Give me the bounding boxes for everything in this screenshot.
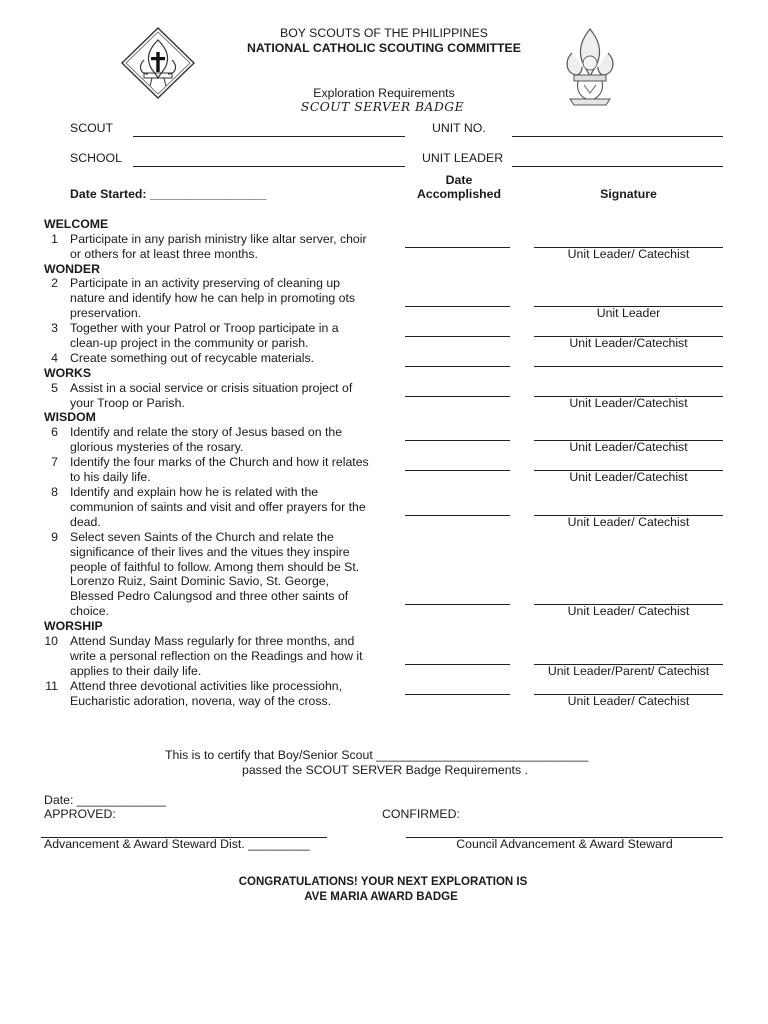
signature-col-header: Signature [600,187,657,201]
date-line[interactable] [405,470,510,471]
unit-no-line[interactable] [512,136,723,137]
date-line[interactable] [405,440,510,441]
date-line[interactable] [405,694,510,695]
date-line[interactable] [405,604,510,605]
unit-leader-label: UNIT LEADER [422,151,504,165]
signer-label: Unit Leader/Catechist [569,396,688,410]
date-line[interactable] [405,366,510,367]
req-number: 5 [51,381,58,395]
req-text: Participate in an activity preserving of cleaning up nature and identify how he can help in promoting ots preservation. [70,276,356,320]
req-text: Together with your Patrol or Troop participate in a clean-up project in the community or parish. [70,321,339,350]
section-wonder: WONDER [44,262,101,276]
req-number: 9 [51,530,58,544]
steward-dist-label[interactable]: Advancement & Award Steward Dist. _________ [44,837,310,851]
req-text: Identify and relate the story of Jesus based on the glorious mysteries of the rosary. [70,425,343,454]
committee-name: NATIONAL CATHOLIC SCOUTING COMMITTEE [247,41,521,55]
req-number: 1 [51,232,58,246]
signer-label: Unit Leader/Parent/ Catechist [547,664,710,678]
signer-label: Unit Leader/ Catechist [567,694,690,708]
date-line[interactable] [405,396,510,397]
req-number: 4 [51,351,58,365]
req-text: Assist in a social service or crisis situation project of your Troop or Parish. [70,381,353,410]
signer-label: Unit Leader/ Catechist [567,604,690,618]
signer-label: Unit Leader/ Catechist [567,515,690,529]
section-welcome: WELCOME [44,217,109,231]
unit-no-label: UNIT NO. [432,121,486,135]
req-text: Attend Sunday Mass regularly for three months, and write a personal reflection on the Readings and how it applies to their daily life. [70,634,363,678]
scout-line[interactable] [133,136,405,137]
req-number: 3 [51,321,58,335]
date-field[interactable]: Date: _____________ [44,793,166,807]
req-text: Create something out of recycable materials. [70,351,315,365]
date-line[interactable] [405,306,510,307]
req-number: 11 [45,679,58,693]
signature-line[interactable] [534,366,723,367]
signer-label: Unit Leader [596,306,661,320]
date-line[interactable] [405,247,510,248]
section-works: WORKS [44,366,92,380]
form-subtitle: Exploration Requirements [313,86,455,100]
approved-label: APPROVED: [44,807,116,821]
school-line[interactable] [133,166,405,167]
signer-label: Unit Leader/Catechist [569,440,688,454]
section-worship: WORSHIP [44,619,103,633]
signer-label: Unit Leader/ Catechist [567,247,690,261]
req-text: Attend three devotional activities like processiohn, Eucharistic adoration, novena, way of the cross. [70,679,343,708]
date-started-field[interactable]: Date Started: _________________ [70,187,267,201]
req-text: Identify the four marks of the Church and how it relates to his daily life. [70,455,369,484]
signer-label: Unit Leader/Catechist [569,470,688,484]
confirmed-label: CONFIRMED: [382,807,460,821]
req-number: 10 [44,634,58,648]
req-text: Participate in any parish ministry like altar server, choir or others for at least three months. [70,232,367,261]
certify-line-1[interactable]: This is to certify that Boy/Senior Scout _______________________________ [165,748,589,762]
req-text: Select seven Saints of the Church and relate the significance of their lives and the vitues they inspire people of faithful to follow. Among them should be St. Lorenzo Ruiz, Saint Dominic Savio, St. George, Blessed Pedro Calungsod and three other saints of choice. [70,530,360,618]
council-steward-label: Council Advancement & Award Steward [456,837,673,851]
date-col-header-1: Date [445,173,473,187]
org-name: BOY SCOUTS OF THE PHILIPPINES [280,26,488,40]
date-line[interactable] [405,664,510,665]
badge-title: SCOUT SERVER BADGE [300,100,465,114]
scout-label: SCOUT [70,121,114,135]
date-col-header-2: Accomplished [416,187,502,201]
school-label: SCHOOL [70,151,122,165]
unit-leader-line[interactable] [512,166,723,167]
req-text: Identify and explain how he is related with the communion of saints and visit and offer prayers for the dead. [70,485,366,529]
signer-label: Unit Leader/Catechist [569,336,688,350]
congrats-line-1: CONGRATULATIONS! YOUR NEXT EXPLORATION IS [238,876,528,888]
date-line[interactable] [405,515,510,516]
req-number: 7 [51,455,58,469]
req-number: 6 [51,425,58,439]
req-number: 2 [51,276,58,290]
certify-line-2: passed the SCOUT SERVER Badge Requirements . [242,763,528,777]
congrats-line-2: AVE MARIA AWARD BADGE [304,891,458,903]
date-line[interactable] [405,336,510,337]
section-wisdom: WISDOM [44,410,96,424]
req-number: 8 [51,485,58,499]
